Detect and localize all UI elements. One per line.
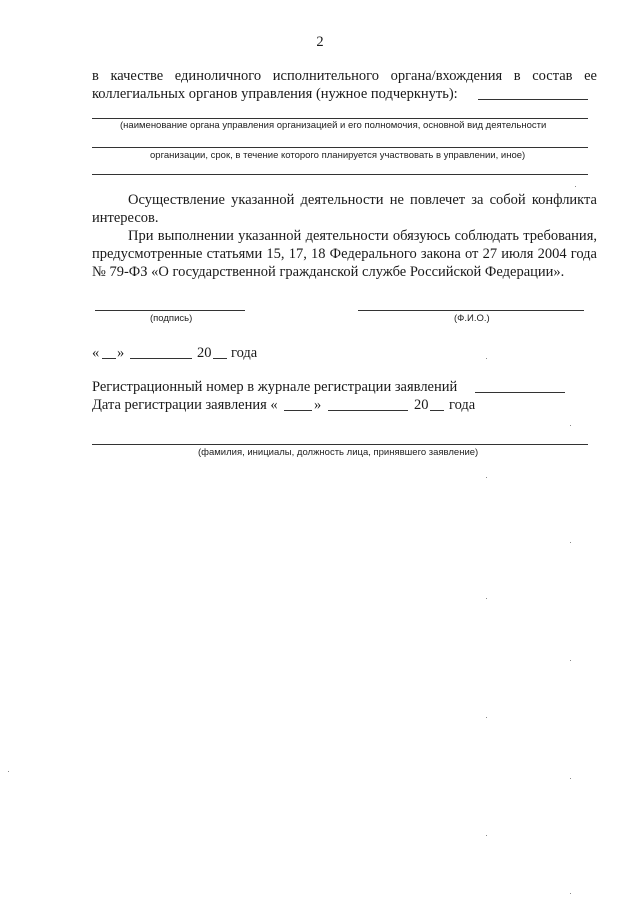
- scan-speck: [570, 778, 571, 779]
- scan-speck: [8, 771, 9, 772]
- para2-line2: интересов.: [92, 210, 159, 226]
- para2-line1: Осуществление указанной деятельности не повлечет за собой конфликта: [128, 192, 597, 208]
- scan-speck: [486, 358, 487, 359]
- para3-line3: № 79-ФЗ «О государственной гражданской службе Российской Федерации».: [92, 264, 565, 280]
- scan-speck: [570, 542, 571, 543]
- para3-line2: предусмотренные статьями 15, 17, 18 Федерального закона от 27 июля 2004 года: [92, 246, 597, 262]
- scan-speck: [570, 425, 571, 426]
- registration-year-prefix: 20: [414, 397, 429, 413]
- scan-speck: [570, 893, 571, 894]
- scan-speck: [575, 186, 576, 187]
- date-open-quote: «: [92, 345, 100, 361]
- registration-day-blank: [284, 410, 312, 411]
- registration-close-quote: »: [314, 397, 322, 413]
- date-year-prefix: 20: [197, 345, 212, 361]
- signature-caption: (подпись): [150, 313, 193, 324]
- org-details-line: [92, 147, 588, 148]
- date-day-blank: [102, 358, 116, 359]
- registration-date-label: Дата регистрации заявления «: [92, 397, 278, 413]
- para1-line1: в качестве единоличного исполнительного органа/вхождения в состав ее: [92, 68, 597, 84]
- org-details-caption: организации, срок, в течение которого планируется участвовать в управлении, иное): [150, 150, 526, 161]
- registration-number-label: Регистрационный номер в журнале регистрации заявлений: [92, 379, 458, 395]
- fio-caption: (Ф.И.О.): [454, 313, 490, 324]
- org-name-caption: (наименование органа управления организацией и его полномочия, основной вид деятельности: [120, 120, 547, 131]
- para3-line1: При выполнении указанной деятельности обязуюсь соблюдать требования,: [128, 228, 597, 244]
- scan-speck: [486, 717, 487, 718]
- para1-line2: коллегиальных органов управления (нужное подчеркнуть):: [92, 86, 458, 102]
- registration-month-blank: [328, 410, 408, 411]
- registration-number-blank: [475, 392, 565, 393]
- signature-line: [95, 310, 245, 311]
- receiver-caption: (фамилия, инициалы, должность лица, принявшего заявление): [198, 447, 479, 458]
- registration-year-suffix: года: [449, 397, 476, 413]
- date-close-quote: »: [117, 345, 125, 361]
- scan-speck: [486, 598, 487, 599]
- org-name-line: [92, 118, 588, 119]
- receiver-line: [92, 444, 588, 445]
- date-month-blank: [130, 358, 192, 359]
- scan-speck: [486, 835, 487, 836]
- registration-year-blank: [430, 410, 444, 411]
- extra-line: [92, 174, 588, 175]
- org-choice-blank: [478, 99, 588, 100]
- date-year-suffix: года: [231, 345, 258, 361]
- date-year-blank: [213, 358, 227, 359]
- scan-speck: [570, 660, 571, 661]
- scan-speck: [486, 477, 487, 478]
- fio-line: [358, 310, 584, 311]
- page-number: 2: [316, 34, 324, 50]
